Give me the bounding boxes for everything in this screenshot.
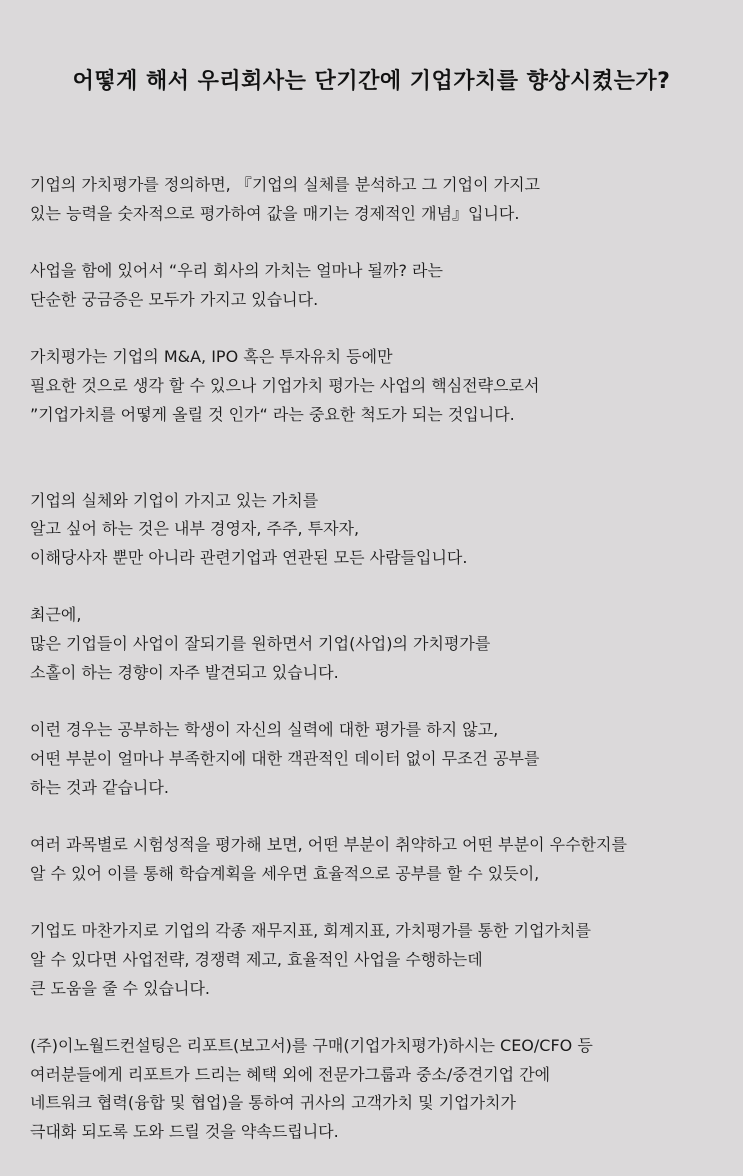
- text-line: 하는 것과 같습니다.: [30, 777, 169, 797]
- text-line: 기업의 가치평가를 정의하면, 『기업의 실체를 분석하고 그 기업이 가지고: [30, 175, 540, 194]
- paragraph-stakeholders: [30, 487, 740, 573]
- article-body: [30, 171, 740, 1147]
- text-line: 여러 과목별로 시험성적을 평가해 보면, 어떤 부분이 취약하고 어떤 부분이 우수한지를: [30, 835, 627, 855]
- text-line: 소홀이 하는 경향이 자주 발견되고 있습니다.: [30, 662, 339, 682]
- text-line: 이런 경우는 공부하는 학생이 자신의 실력에 대한 평가를 하지 않고,: [30, 720, 499, 740]
- text-line: ”기업가치를 어떻게 올릴 것 인가“ 라는 중요한 척도가 되는 것입니다.: [30, 404, 515, 424]
- text-line: 가치평가는 기업의 M&A, IPO 혹은 투자유치 등에만: [30, 347, 393, 367]
- paragraph-company-promise: [30, 1032, 740, 1147]
- page-title: 어떻게 해서 우리회사는 단기간에 기업가치를 향상시켰는가?: [72, 69, 671, 94]
- paragraph-valuation-strategy: [30, 343, 740, 429]
- text-line: 여러분들에게 리포트가 드리는 혜택 외에 전문가그룹과 중소/중견기업 간에: [30, 1064, 551, 1084]
- paragraph-recent-trend: [30, 601, 740, 687]
- paragraph-exam-analogy: [30, 831, 740, 888]
- text-line: 필요한 것으로 생각 할 수 있으나 기업가치 평가는 사업의 핵심전략으로서: [30, 375, 540, 395]
- text-line: 많은 기업들이 사업이 잘되기를 원하면서 기업(사업)의 가치평가를: [30, 634, 491, 654]
- paragraph-company-value-question: [30, 257, 740, 314]
- paragraph-business-benefit: [30, 917, 740, 1003]
- text-line: 기업의 실체와 기업이 가지고 있는 가치를: [30, 490, 319, 510]
- paragraph-student-analogy: [30, 716, 740, 802]
- text-line: 알고 싶어 하는 것은 내부 경영자, 주주, 투자자,: [30, 519, 360, 539]
- text-line: 극대화 되도록 도와 드릴 것을 약속드립니다.: [30, 1122, 339, 1142]
- text-line: 최근에,: [30, 605, 82, 625]
- text-line: 사업을 함에 있어서 “우리 회사의 가치는 얼마나 될까? 라는: [30, 261, 443, 281]
- text-line: 큰 도움을 줄 수 있습니다.: [30, 978, 210, 998]
- text-line: 단순한 궁금증은 모두가 가지고 있습니다.: [30, 289, 319, 309]
- text-line: 기업도 마찬가지로 기업의 각종 재무지표, 회계지표, 가치평가를 통한 기업가치를: [30, 921, 591, 941]
- text-line: 어떤 부분이 얼마나 부족한지에 대한 객관적인 데이터 없이 무조건 공부를: [30, 748, 540, 768]
- text-line: 네트워크 협력(융합 및 협업)을 통하여 귀사의 고객가치 및 기업가치가: [30, 1093, 516, 1113]
- paragraph-valuation-definition: [30, 171, 740, 228]
- text-line: 알 수 있어 이를 통해 학습계획을 세우면 효율적으로 공부를 할 수 있듯이,: [30, 863, 540, 883]
- text-line: 이해당사자 뿐만 아니라 관련기업과 연관된 모든 사람들입니다.: [30, 548, 468, 568]
- text-line: 알 수 있다면 사업전략, 경쟁력 제고, 효율적인 사업을 수행하는데: [30, 949, 483, 969]
- text-line: (주)이노월드컨설팅은 리포트(보고서)를 구매(기업가치평가)하시는 CEO/CFO 등: [30, 1035, 593, 1055]
- text-line: 있는 능력을 숫자적으로 평가하여 값을 매기는 경제적인 개념』입니다.: [30, 203, 520, 223]
